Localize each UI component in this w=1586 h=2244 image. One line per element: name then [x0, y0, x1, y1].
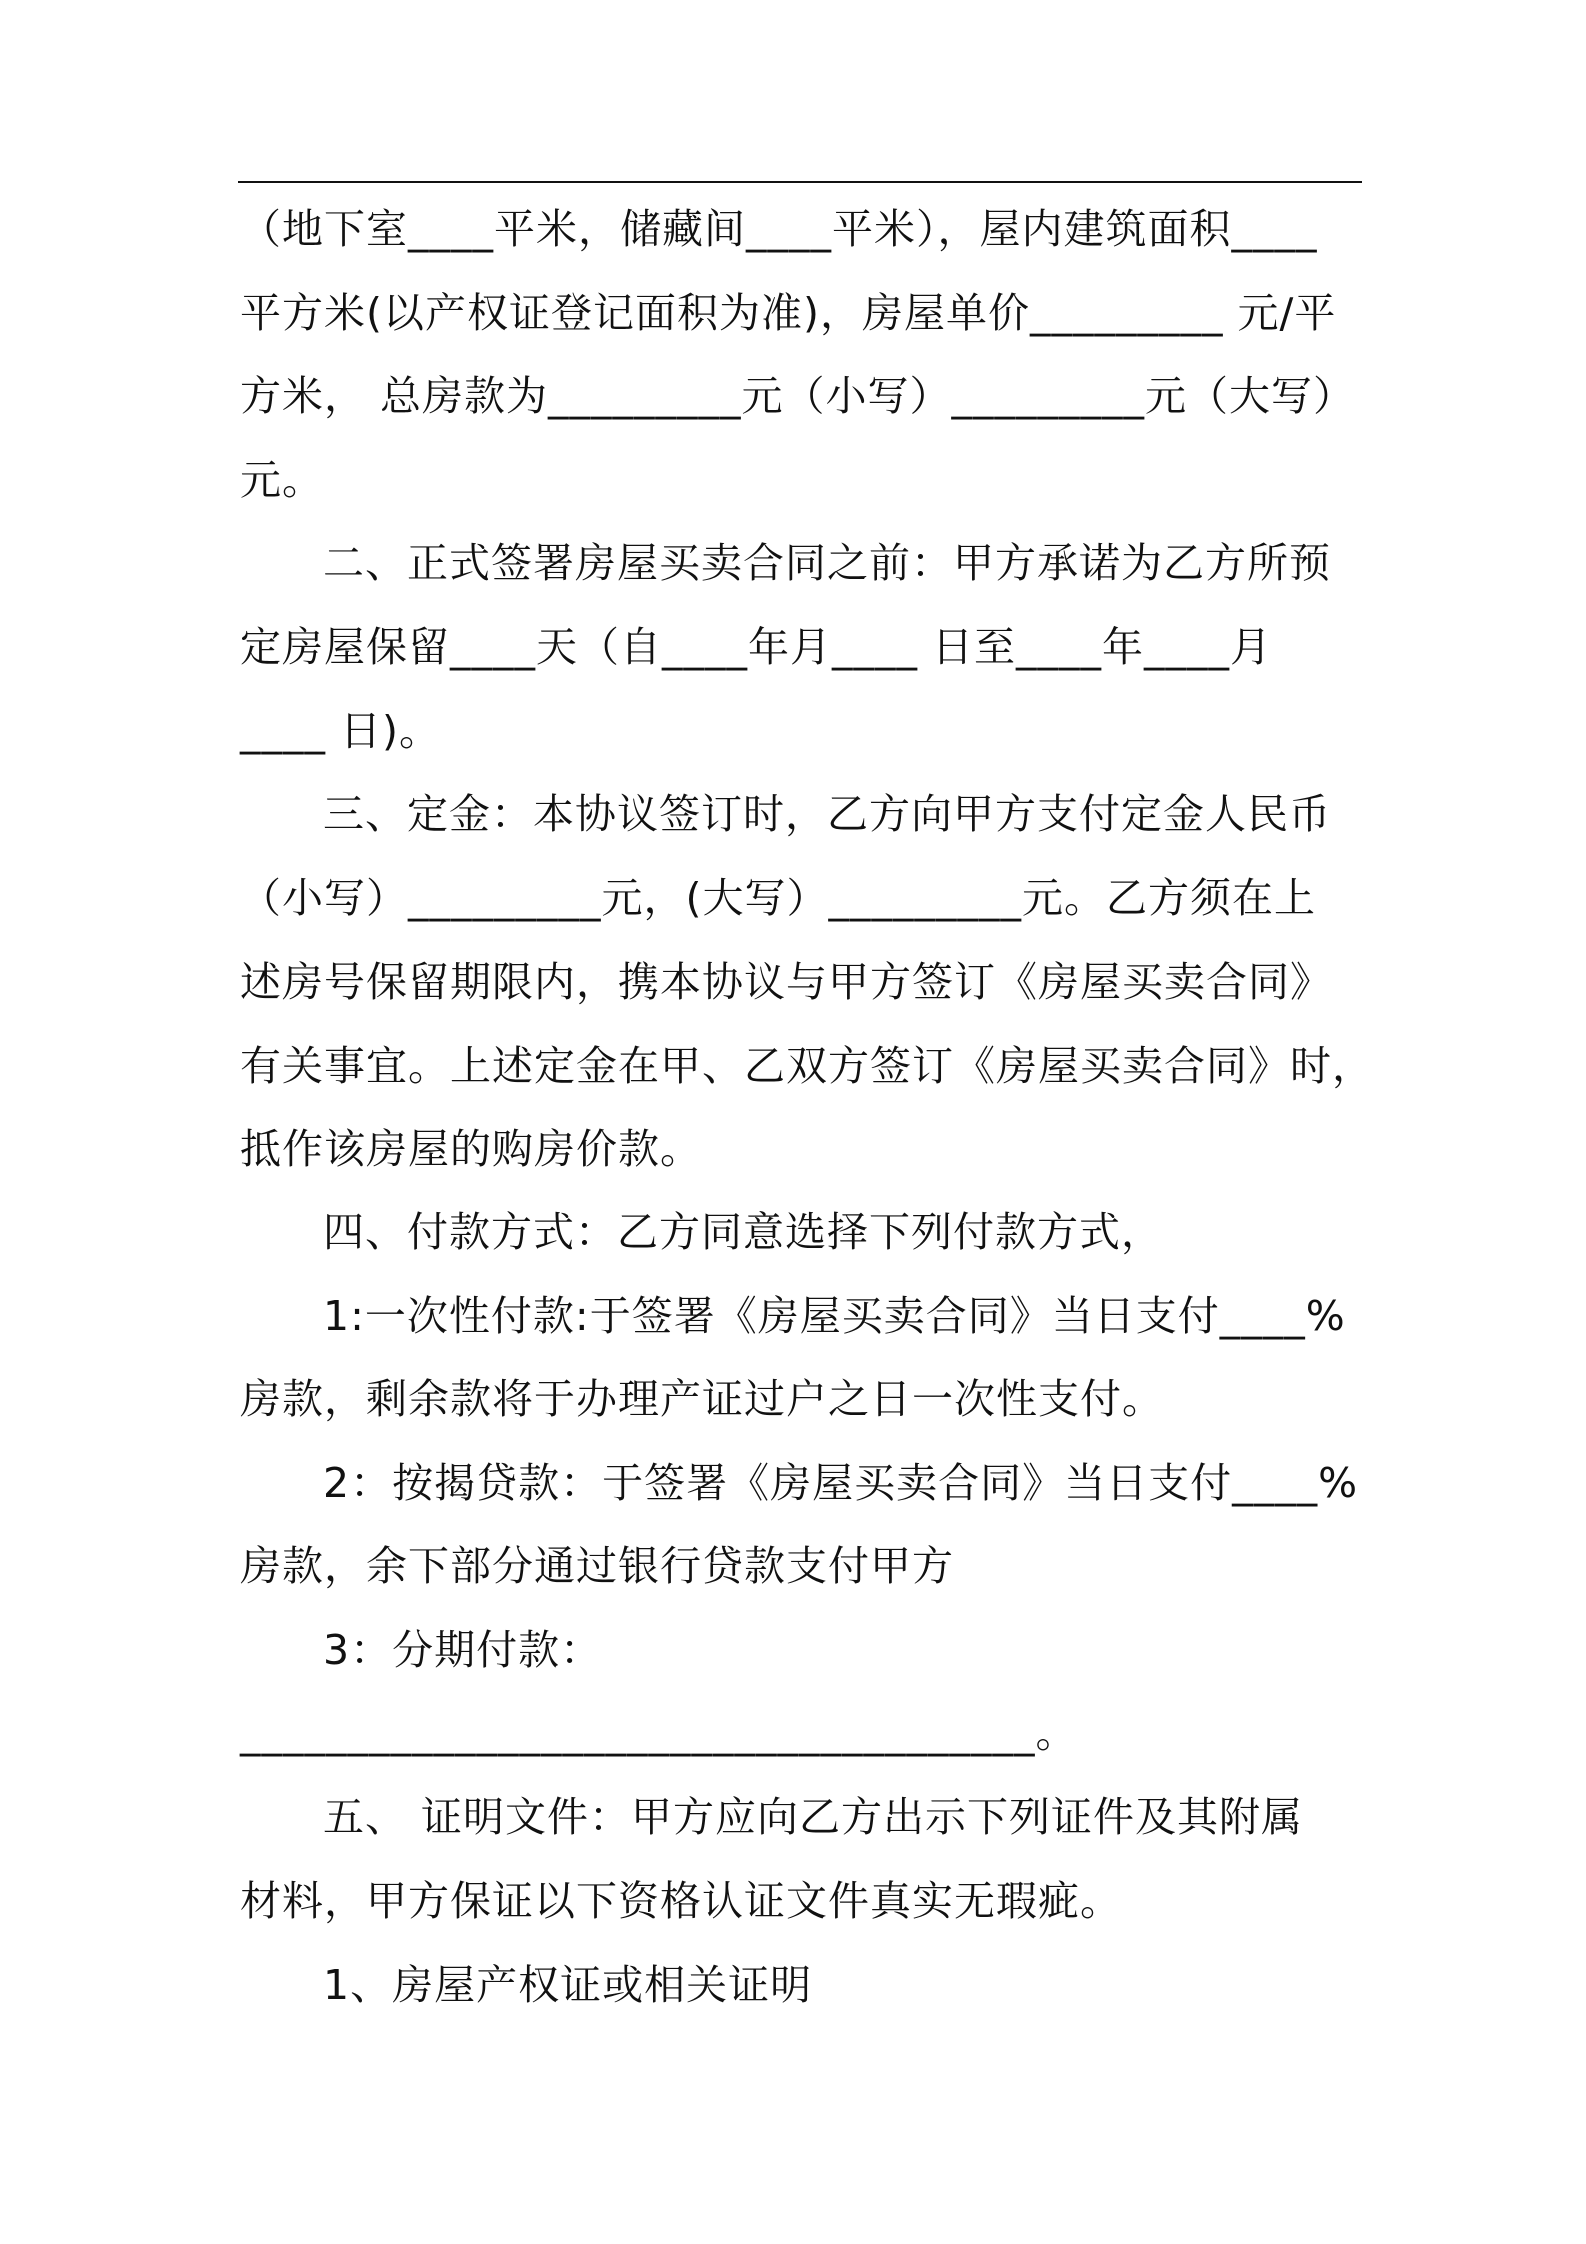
text-line: 房款，余下部分通过银行贷款支付甲方: [240, 1542, 954, 1590]
payment-option-2: 2：按揭贷款：于签署《房屋买卖合同》当日支付____%: [323, 1459, 1359, 1507]
section-4-heading: 四、付款方式：乙方同意选择下列付款方式，: [323, 1208, 1163, 1256]
section-2-heading: 二、正式签署房屋买卖合同之前：甲方承诺为乙方所预: [323, 539, 1331, 587]
text-line: ____ 日)。: [240, 707, 442, 755]
blank-line: _____________________________________。: [240, 1709, 1078, 1757]
text-line: 平方米(以产权证登记面积为准)，房屋单价_________ 元/平: [240, 289, 1337, 337]
text-line: 方米， 总房款为_________元（小写）_________元（大写）: [240, 372, 1356, 420]
header-rule: [238, 181, 1362, 183]
text-line: 房款，剩余款将于办理产证过户之日一次性支付。: [240, 1375, 1164, 1423]
text-line: （地下室____平米，储藏间____平米），屋内建筑面积____: [240, 205, 1318, 253]
text-line: （小写）_________元，(大写）_________元。乙方须在上: [240, 874, 1316, 922]
document-item-1: 1、房屋产权证或相关证明: [323, 1961, 813, 2009]
text-line: 述房号保留期限内，携本协议与甲方签订《房屋买卖合同》: [240, 958, 1332, 1006]
payment-option-3: 3：分期付款：: [323, 1626, 603, 1674]
section-5-heading: 五、 证明文件：甲方应向乙方出示下列证件及其附属: [323, 1793, 1304, 1841]
payment-option-1: 1:一次性付款:于签署《房屋买卖合同》当日支付____%: [323, 1292, 1346, 1340]
text-line: 抵作该房屋的购房价款。: [240, 1125, 702, 1173]
text-line: 元。: [240, 456, 324, 504]
section-3-heading: 三、定金：本协议签订时，乙方向甲方支付定金人民币: [323, 790, 1331, 838]
text-line: 材料，甲方保证以下资格认证文件真实无瑕疵。: [240, 1877, 1122, 1925]
text-line: 定房屋保留____天（自____年月____ 日至____年____月: [240, 623, 1273, 671]
text-line: 有关事宜。上述定金在甲、乙双方签订《房屋买卖合同》时，: [240, 1042, 1374, 1090]
